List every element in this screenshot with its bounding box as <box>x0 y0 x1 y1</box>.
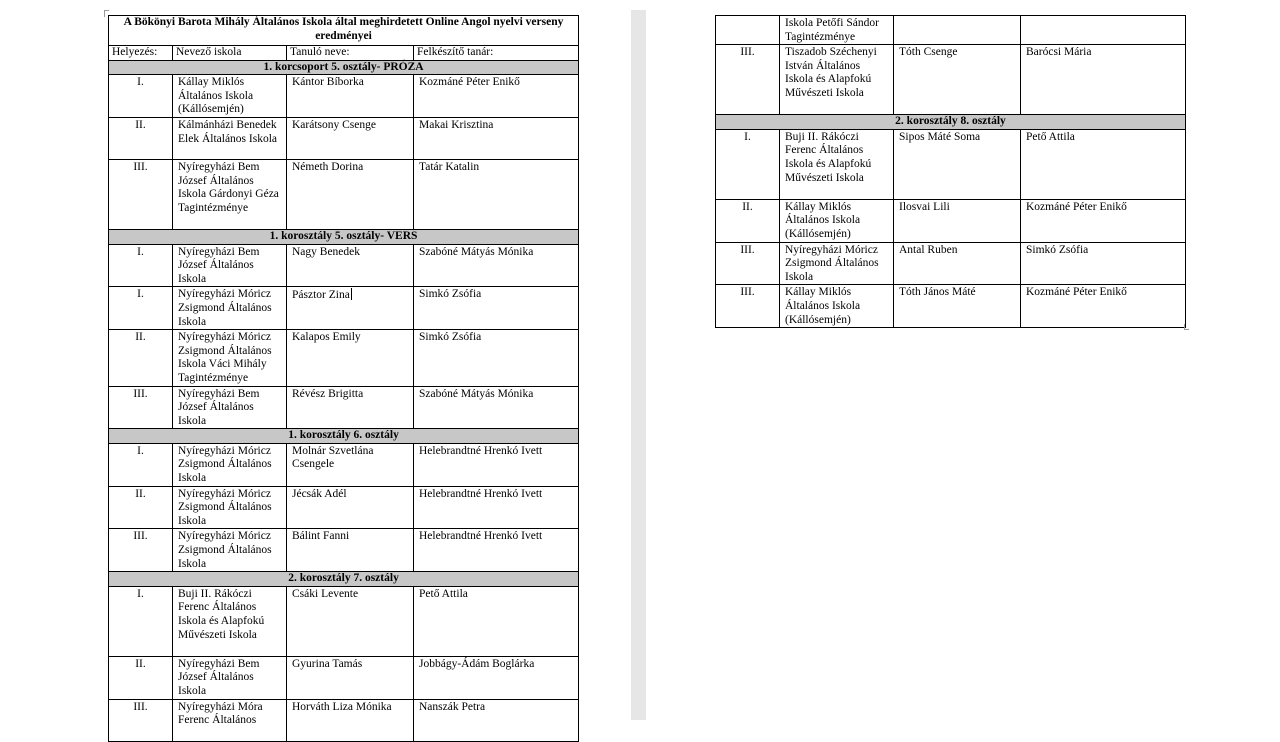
table-row <box>109 386 579 429</box>
cell-teacher <box>1021 16 1186 45</box>
text-cursor <box>351 288 352 300</box>
cell-student: Karátsony Csenge <box>287 117 414 159</box>
cell-place: II. <box>109 117 173 159</box>
cell-teacher: Tatár Katalin <box>414 159 579 229</box>
cell-teacher: Kozmáné Péter Enikő <box>1021 199 1186 242</box>
cell-school: Nyíregyházi Móricz Zsigmond Általános Iskola <box>173 443 287 486</box>
section-header-row <box>109 229 579 244</box>
cell-place <box>716 16 780 45</box>
cell-student: Kalapos Emily <box>287 330 414 386</box>
results-table-continued <box>715 15 1186 328</box>
table-row <box>716 199 1186 242</box>
cell-teacher: Nanszák Petra <box>414 699 579 741</box>
cell-teacher: Jobbágy-Ádám Boglárka <box>414 656 579 699</box>
cell-school: Nyíregyházi Bem József Általános Iskola <box>173 386 287 429</box>
section-title: 1. korcsoport 5. osztály- PRÓZA <box>109 60 579 75</box>
cell-teacher: Helebrandtné Hrenkó Ivett <box>414 443 579 486</box>
cell-place: III. <box>716 242 780 285</box>
cell-student: Tóth Csenge <box>894 45 1021 115</box>
cell-teacher: Szabóné Mátyás Mónika <box>414 244 579 287</box>
section-title: 1. korosztály 6. osztály <box>109 429 579 444</box>
document-page-2[interactable] <box>648 0 1280 720</box>
cell-teacher: Pető Attila <box>414 586 579 656</box>
cell-teacher: Kozmáné Péter Enikő <box>1021 285 1186 328</box>
section-header-row <box>109 572 579 587</box>
header-row <box>109 46 579 61</box>
cell-school: Buji II. Rákóczi Ferenc Általános Iskola és Alapfokú Művészeti Iskola <box>780 129 894 199</box>
cell-student: Kántor Bíborka <box>287 75 414 118</box>
cell-student: Antal Ruben <box>894 242 1021 285</box>
cell-teacher: Helebrandtné Hrenkó Ivett <box>414 529 579 572</box>
header-place: Helyezés: <box>109 46 173 61</box>
document-title: A Bökönyi Barota Mihály Általános Iskola által meghirdetett Online Angol nyelvi verseny eredményei <box>109 16 579 46</box>
cell-teacher: Helebrandtné Hrenkó Ivett <box>414 486 579 529</box>
cell-teacher: Kozmáné Péter Enikő <box>414 75 579 118</box>
cell-teacher: Pető Attila <box>1021 129 1186 199</box>
cell-student: Bálint Fanni <box>287 529 414 572</box>
header-teacher: Felkészítő tanár: <box>414 46 579 61</box>
page-gap <box>631 10 646 720</box>
cell-school: Kállay Miklós Általános Iskola (Kállósemjén) <box>173 75 287 118</box>
cell-student-editing[interactable] <box>287 287 414 330</box>
cell-place: I. <box>109 75 173 118</box>
cell-student: Tóth János Máté <box>894 285 1021 328</box>
cell-place: II. <box>109 486 173 529</box>
cell-place: III. <box>716 45 780 115</box>
cell-teacher: Barócsi Mária <box>1021 45 1186 115</box>
cell-teacher: Makai Krisztina <box>414 117 579 159</box>
cell-school: Buji II. Rákóczi Ferenc Általános Iskola és Alapfokú Művészeti Iskola <box>173 586 287 656</box>
table-row <box>109 330 579 386</box>
table-row <box>716 285 1186 328</box>
table-row <box>109 699 579 741</box>
section-header-row <box>716 115 1186 130</box>
cell-place: III. <box>109 699 173 741</box>
cell-school: Kállay Miklós Általános Iskola (Kállósemjén) <box>780 285 894 328</box>
cell-school: Iskola Petőfi Sándor Tagintézménye <box>780 16 894 45</box>
cell-school: Nyíregyházi Móricz Zsigmond Általános Iskola <box>173 486 287 529</box>
cell-school: Nyíregyházi Móricz Zsigmond Általános Iskola <box>173 287 287 330</box>
header-school: Nevező iskola <box>173 46 287 61</box>
table-row <box>109 287 579 330</box>
table-row <box>109 244 579 287</box>
cell-school: Nyíregyházi Móricz Zsigmond Általános Iskola <box>173 529 287 572</box>
cell-school: Kállay Miklós Általános Iskola (Kállósemjén) <box>780 199 894 242</box>
cell-place: II. <box>716 199 780 242</box>
table-row <box>716 242 1186 285</box>
cell-student: Gyurina Tamás <box>287 656 414 699</box>
table-row <box>109 586 579 656</box>
cell-student: Jécsák Adél <box>287 486 414 529</box>
cell-teacher: Simkó Zsófia <box>414 330 579 386</box>
section-title: 2. korosztály 8. osztály <box>716 115 1186 130</box>
cell-student: Ilosvai Lili <box>894 199 1021 242</box>
table-row <box>109 159 579 229</box>
cell-place: III. <box>109 159 173 229</box>
cell-student: Németh Dorina <box>287 159 414 229</box>
section-header-row <box>109 60 579 75</box>
header-student: Tanuló neve: <box>287 46 414 61</box>
cell-school: Nyíregyházi Móricz Zsigmond Általános Iskola Váci Mihály Tagintézménye <box>173 330 287 386</box>
table-row <box>109 486 579 529</box>
document-page-1[interactable] <box>0 0 630 727</box>
cell-place: I. <box>109 586 173 656</box>
cell-school: Nyíregyházi Bem József Általános Iskola <box>173 244 287 287</box>
table-row <box>716 129 1186 199</box>
section-title: 1. korosztály 5. osztály- VERS <box>109 229 579 244</box>
cell-student-text: Pásztor Zina <box>292 289 350 302</box>
cell-school: Nyíregyházi Bem József Általános Iskola Gárdonyi Géza Tagintézménye <box>173 159 287 229</box>
cell-teacher: Szabóné Mátyás Mónika <box>414 386 579 429</box>
table-row <box>109 443 579 486</box>
cell-student: Csáki Levente <box>287 586 414 656</box>
table-row <box>109 75 579 118</box>
cell-place: III. <box>109 529 173 572</box>
cell-place: III. <box>716 285 780 328</box>
cell-place: I. <box>109 443 173 486</box>
cell-school: Tiszadob Széchenyi István Általános Iskola és Alapfokú Művészeti Iskola <box>780 45 894 115</box>
table-row <box>109 117 579 159</box>
cell-teacher: Simkó Zsófia <box>414 287 579 330</box>
cell-place: II. <box>109 330 173 386</box>
text-boundary-mark <box>1184 324 1189 330</box>
cell-student: Molnár Szvetlána Csengele <box>287 443 414 486</box>
table-row <box>716 16 1186 45</box>
title-row <box>109 16 579 46</box>
cell-teacher: Simkó Zsófia <box>1021 242 1186 285</box>
table-row <box>716 45 1186 115</box>
results-table <box>108 15 579 742</box>
cell-school: Kálmánházi Benedek Elek Általános Iskola <box>173 117 287 159</box>
section-header-row <box>109 429 579 444</box>
cell-student <box>894 16 1021 45</box>
cell-place: II. <box>109 656 173 699</box>
cell-place: III. <box>109 386 173 429</box>
table-row <box>109 656 579 699</box>
cell-school: Nyíregyházi Móricz Zsigmond Általános Iskola <box>780 242 894 285</box>
cell-student: Nagy Benedek <box>287 244 414 287</box>
cell-place: I. <box>716 129 780 199</box>
cell-place: I. <box>109 244 173 287</box>
table-row <box>109 529 579 572</box>
cell-place: I. <box>109 287 173 330</box>
section-title: 2. korosztály 7. osztály <box>109 572 579 587</box>
cell-student: Sipos Máté Soma <box>894 129 1021 199</box>
cell-student: Horváth Liza Mónika <box>287 699 414 741</box>
cell-student: Révész Brigitta <box>287 386 414 429</box>
cell-school: Nyíregyházi Bem József Általános Iskola <box>173 656 287 699</box>
cell-school: Nyíregyházi Móra Ferenc Általános <box>173 699 287 741</box>
